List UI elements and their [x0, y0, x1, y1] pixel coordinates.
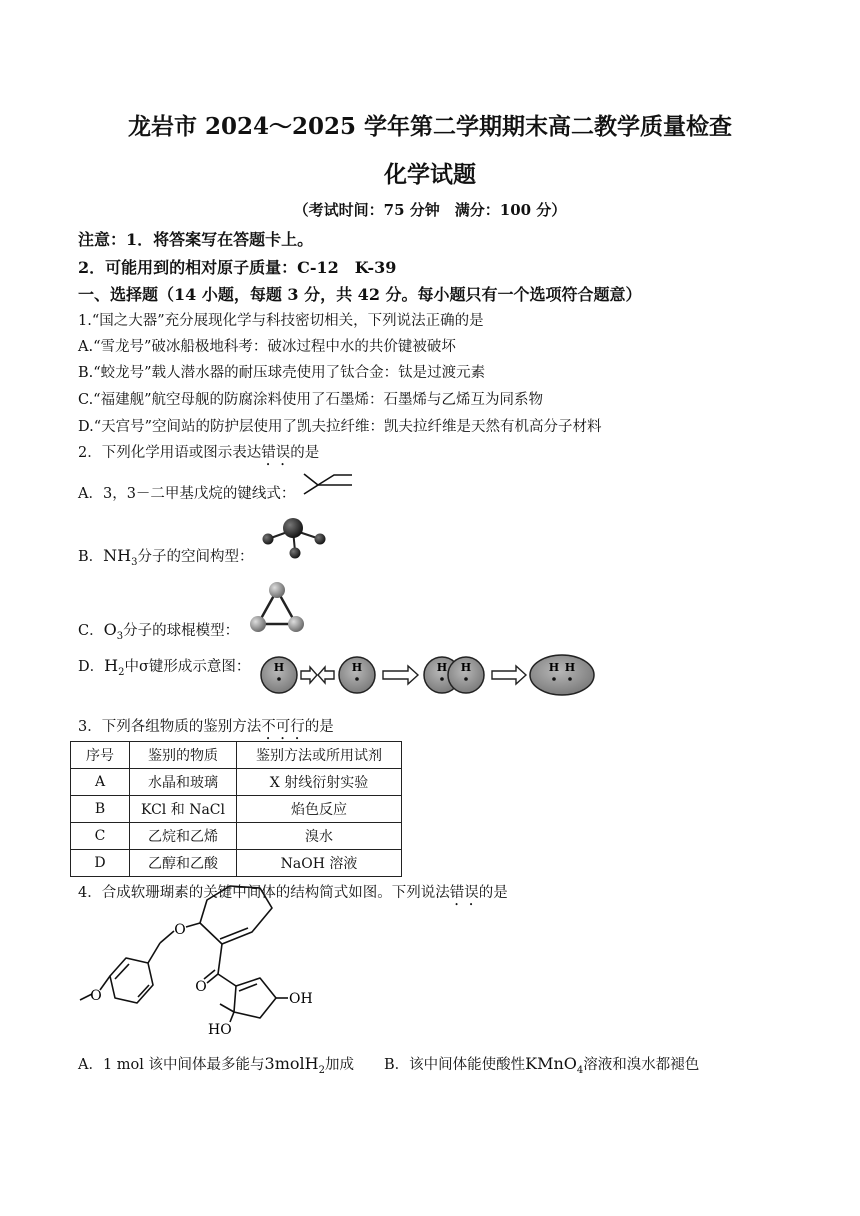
- q4-option-b: [384, 1053, 699, 1076]
- table-header-cell: 鉴别的物质: [130, 742, 237, 769]
- h-atom-label: H: [351, 661, 363, 674]
- section-heading: 一、选择题（14 小题，每题 3 分，共 42 分。每小题只有一个选项符合题意）: [78, 285, 642, 304]
- skeletal-formula-icon: [302, 470, 354, 496]
- q2-b-sub: 3: [131, 556, 138, 568]
- q3-stem-post: 的是: [304, 719, 334, 735]
- q4-stem: [78, 881, 508, 909]
- q4-option-a: [78, 1053, 354, 1076]
- q3-stem-emphasis: 不可行: [261, 719, 305, 735]
- table-row: [71, 823, 402, 850]
- q4-b-pre: B．该中间体能使酸性: [384, 1057, 526, 1073]
- table-cell: 乙烷和乙烯: [130, 823, 237, 850]
- q2-c-post: 分子的球棍模型：: [123, 623, 240, 639]
- atom-label-oh: OH: [289, 991, 313, 1007]
- table-cell: A: [71, 769, 130, 796]
- q2-c-pre: C．: [78, 623, 104, 639]
- table-cell: 焰色反应: [237, 796, 402, 823]
- q2-c-sub: 3: [116, 630, 124, 642]
- q4-b-formula: KMnO: [525, 1054, 577, 1073]
- q3-table: [70, 741, 402, 877]
- q2-c-formula: O: [103, 620, 117, 639]
- q2-stem-emphasis: 错误: [261, 445, 291, 461]
- atom-label-o: O: [174, 922, 186, 938]
- q4-stem-emphasis: 错误: [449, 885, 479, 901]
- q2-stem-post: 的是: [290, 445, 320, 461]
- q4-stem-pre: 4．合成软珊瑚素的关键中间体的结构简式如图。下列说法: [78, 885, 450, 901]
- h-atom-label: H: [564, 661, 576, 674]
- atom-label-o: O: [90, 988, 102, 1004]
- table-cell: D: [71, 850, 130, 877]
- q2-option-d: [78, 655, 250, 678]
- table-cell: C: [71, 823, 130, 850]
- q1-option-a: A.“雪龙号”破冰船极地科考：破冰过程中水的共价键被破坏: [78, 339, 456, 355]
- q2-d-pre: D．: [78, 659, 105, 675]
- sigma-bond-diagram-icon: [258, 652, 598, 698]
- table-cell: KCl 和 NaCl: [130, 796, 237, 823]
- table-row: [71, 850, 402, 877]
- q4-stem-post: 的是: [478, 885, 508, 901]
- table-header-cell: 鉴别方法或所用试剂: [237, 742, 402, 769]
- note-1: 注意：1．将答案写在答题卡上。: [78, 230, 314, 249]
- q4-b-post: 溶液和溴水都褪色: [583, 1057, 700, 1073]
- q2-b-pre: B．: [78, 549, 104, 565]
- q2-b-formula: NH: [103, 546, 132, 565]
- q2-option-b: [78, 545, 253, 568]
- q2-stem-pre: 2．下列化学用语或图示表达: [78, 445, 262, 461]
- table-cell: X 射线衍射实验: [237, 769, 402, 796]
- table-cell: NaOH 溶液: [237, 850, 402, 877]
- q1-stem: 1.“国之大器”充分展现化学与科技密切相关，下列说法正确的是: [78, 313, 484, 329]
- table-row: [71, 769, 402, 796]
- table-row: [71, 796, 402, 823]
- note-2: 2．可能用到的相对原子质量：C-12 K-39: [78, 258, 397, 277]
- q2-d-sub: 2: [118, 666, 125, 678]
- h-atom-label: H: [273, 661, 285, 674]
- q4-b-sub: 4: [576, 1064, 584, 1076]
- q3-stem-pre: 3．下列各组物质的鉴别方法: [78, 719, 262, 735]
- table-cell: 乙醇和乙酸: [130, 850, 237, 877]
- table-header-cell: 序号: [71, 742, 130, 769]
- q4-a-formula: 3molH: [264, 1054, 319, 1073]
- q2-d-post: 中σ键形成示意图：: [124, 659, 251, 675]
- q4-a-post: 加成: [324, 1057, 354, 1073]
- q2-option-c: [78, 619, 239, 642]
- h-atom-label: H: [460, 661, 472, 674]
- q2-d-formula: H: [104, 656, 119, 675]
- q4-a-sub: 2: [318, 1064, 325, 1076]
- q1-option-b: B.“蛟龙号”载人潜水器的耐压球壳使用了钛合金：钛是过渡元素: [78, 365, 486, 381]
- q2-stem: [78, 441, 319, 469]
- q1-option-d: D.“天宫号”空间站的防护层使用了凯夫拉纤维：凯夫拉纤维是天然有机高分子材料: [78, 419, 602, 435]
- table-cell: 溴水: [237, 823, 402, 850]
- q1-option-c: C.“福建舰”航空母舰的防腐涂料使用了石墨烯：石墨烯与乙烯互为同系物: [78, 392, 544, 408]
- q4-structure-diagram: [70, 908, 330, 1043]
- h-atom-label: H: [436, 661, 448, 674]
- nh3-model-icon: [260, 515, 330, 560]
- q4-a-pre: A．1 mol 该中间体最多能与: [78, 1057, 265, 1073]
- exam-info: （考试时间：75 分钟 满分：100 分）: [293, 201, 567, 219]
- table-cell: B: [71, 796, 130, 823]
- atom-label-ho: HO: [208, 1022, 232, 1038]
- q2-b-post: 分子的空间构型：: [137, 549, 254, 565]
- q2-option-a: A．3，3－二甲基戊烷的键线式：: [78, 486, 296, 502]
- table-cell: 水晶和玻璃: [130, 769, 237, 796]
- h-atom-label: H: [548, 661, 560, 674]
- atom-label-o: O: [195, 979, 207, 995]
- page-subtitle: 化学试题: [384, 161, 476, 188]
- o3-model-icon: [248, 580, 306, 635]
- table-header-row: [71, 742, 402, 769]
- page-title: 龙岩市 2024～2025 学年第二学期期末高二教学质量检查: [127, 113, 733, 140]
- q3-stem: [78, 715, 334, 743]
